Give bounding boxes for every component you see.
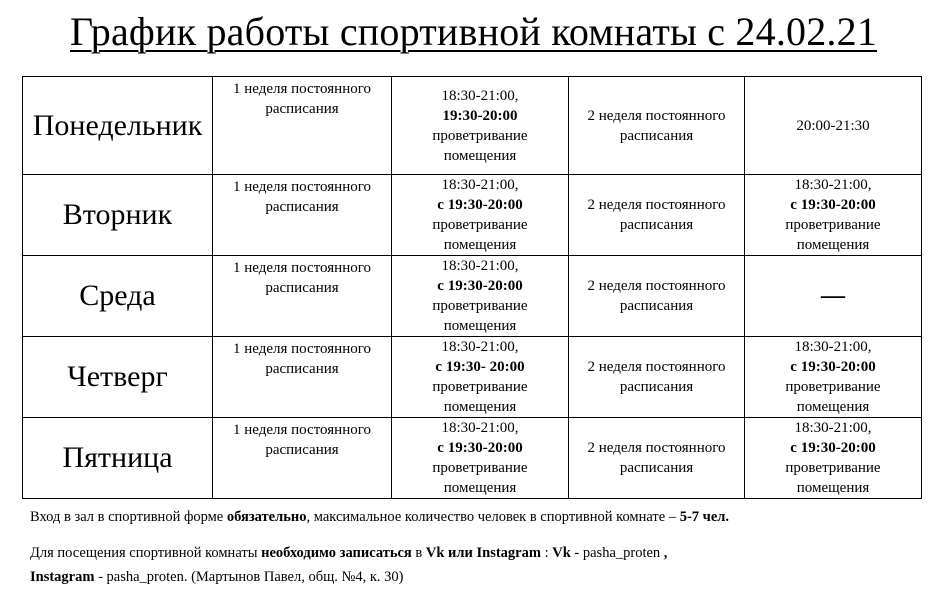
time-range: 18:30-21:00, (441, 258, 519, 274)
time-range: 18:30-21:00, (794, 177, 872, 193)
week1-label: 1 неделя постоянного расписания (213, 418, 392, 499)
week2-times (745, 175, 922, 256)
week2-label: 2 неделя постоянного расписания (569, 175, 745, 256)
ventilation-time: с 19:30-20:00 (437, 440, 523, 456)
time-range: 18:30-21:00, (441, 177, 519, 193)
week1-label: 1 неделя постоянного расписания (213, 256, 392, 337)
week1-label: 1 неделя постоянного расписания (213, 77, 392, 175)
day-name: Понедельник (23, 77, 213, 175)
footer-text: в (411, 545, 426, 561)
week2-label: 2 неделя постоянного расписания (569, 77, 745, 175)
footer-signup-info (30, 541, 667, 565)
week2-times (745, 256, 922, 337)
footer-text-bold: , (663, 545, 668, 561)
footer-text-bold: Instagram (30, 569, 95, 585)
week1-label: 1 неделя постоянного расписания (213, 175, 392, 256)
ventilation-note: проветривание помещения (432, 217, 528, 253)
footer-text-bold: Vk (552, 545, 571, 561)
time-range: 18:30-21:00, (794, 339, 872, 355)
ventilation-note: проветривание помещения (432, 460, 528, 496)
ventilation-time: с 19:30-20:00 (790, 440, 876, 456)
schedule-table (22, 76, 922, 499)
time-range: 18:30-21:00, (441, 420, 519, 436)
footer-text-bold: 5-7 чел. (679, 509, 730, 525)
footer-contact (30, 565, 403, 589)
footer-text: , максимальное количество человек в спортивной комнате – (306, 509, 680, 525)
time-range: 18:30-21:00, (794, 420, 872, 436)
table-row (23, 77, 922, 175)
ventilation-note: проветривание помещения (785, 217, 881, 253)
time-range: 18:30-21:00, (441, 339, 519, 355)
time-range: 20:00-21:30 (796, 117, 870, 134)
footer-text: - pasha_proten (570, 545, 664, 561)
week1-times (392, 337, 569, 418)
week1-times (392, 418, 569, 499)
week2-label: 2 неделя постоянного расписания (569, 337, 745, 418)
footer-text: : (540, 545, 553, 561)
footer-text: - pasha_proten. (Мартынов Павел, общ. №4, к. 30) (94, 569, 404, 585)
ventilation-time: с 19:30-20:00 (437, 197, 523, 213)
schedule-body (23, 77, 922, 499)
ventilation-time: с 19:30-20:00 (437, 278, 523, 294)
ventilation-note: проветривание помещения (785, 460, 881, 496)
ventilation-time: с 19:30- 20:00 (435, 359, 525, 375)
week2-label: 2 неделя постоянного расписания (569, 256, 745, 337)
ventilation-note: проветривание помещения (432, 127, 528, 164)
table-row (23, 337, 922, 418)
week1-times (392, 256, 569, 337)
ventilation-time: 19:30-20:00 (442, 107, 518, 124)
table-row (23, 175, 922, 256)
footer-rule-dress-code (30, 505, 729, 529)
week1-times (392, 77, 569, 175)
day-name: Пятница (23, 418, 213, 499)
footer-text: Вход в зал в спортивной форме (30, 509, 227, 525)
no-session-dash: — (821, 283, 845, 309)
week1-times (392, 175, 569, 256)
time-range: 18:30-21:00, (441, 87, 519, 104)
footer-text-bold: необходимо записаться (261, 545, 412, 561)
ventilation-time: с 19:30-20:00 (790, 359, 876, 375)
footer-text-bold: Vk или Instagram (425, 545, 541, 561)
day-name: Вторник (23, 175, 213, 256)
week2-times (745, 418, 922, 499)
table-row (23, 256, 922, 337)
day-name: Четверг (23, 337, 213, 418)
ventilation-note: проветривание помещения (432, 379, 528, 415)
page-title: График работы спортивной комнаты с 24.02.21 (69, 9, 878, 54)
day-name: Среда (23, 256, 213, 337)
footer-text-bold: обязательно (226, 509, 307, 525)
week2-label: 2 неделя постоянного расписания (569, 418, 745, 499)
table-row (23, 418, 922, 499)
week2-times (745, 77, 922, 175)
week1-label: 1 неделя постоянного расписания (213, 337, 392, 418)
ventilation-note: проветривание помещения (432, 298, 528, 334)
footer-text: Для посещения спортивной комнаты (30, 545, 262, 561)
ventilation-note: проветривание помещения (785, 379, 881, 415)
ventilation-time: с 19:30-20:00 (790, 197, 876, 213)
week2-times (745, 337, 922, 418)
